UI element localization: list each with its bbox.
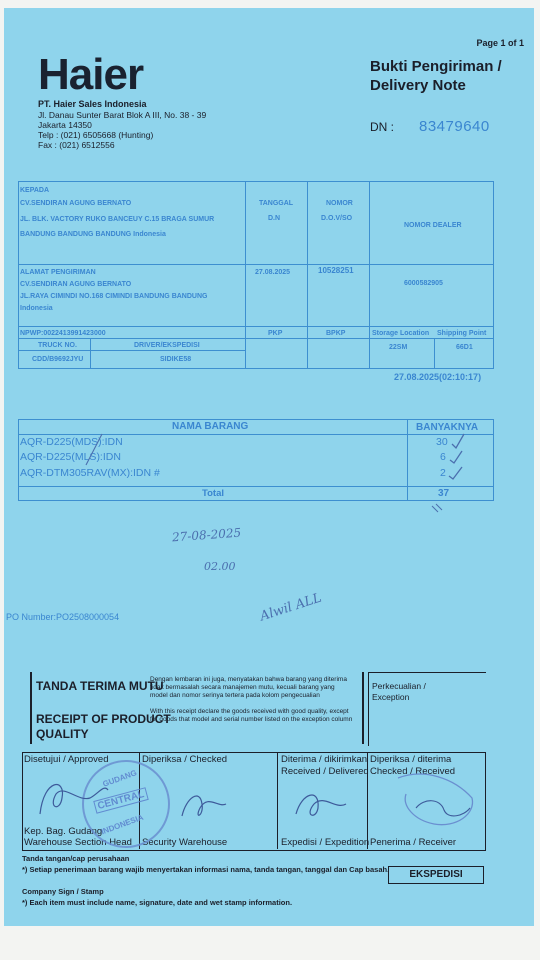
shipping-point-value: 66D1 [456, 344, 473, 351]
shipping-point-label: Shipping Point [437, 330, 487, 337]
alamat-label: ALAMAT PENGIRIMAN [20, 269, 96, 276]
footer-line-2: *) Setiap penerimaan barang wajib menyertakan informasi nama, tanda tangan, tanggal dan Cap basah. [22, 865, 390, 874]
kepada-address-2: BANDUNG BANDUNG BANDUNG Indonesia [20, 231, 166, 238]
truck-value: CDD/B9692JYU [32, 356, 84, 363]
kepada-label: KEPADA [20, 187, 50, 194]
company-address-1: Jl. Danau Sunter Barat Blok A III, No. 38 - 39 [38, 110, 207, 120]
received-label-1: Diperiksa / diterima [370, 754, 452, 765]
driver-label: DRIVER/EKSPEDISI [134, 342, 200, 349]
receipt-title-en-2: QUALITY [36, 727, 89, 741]
page-info: Page 1 of 1 [476, 38, 524, 48]
footer-line-3: Company Sign / Stamp [22, 887, 104, 896]
dn-number: 83479640 [419, 118, 490, 135]
receipt-text-id: Dengan lembaran ini juga, menyatakan bahwa barang yang diterima tidak bermasalah secara manajemen mutu, kecuali barang yang model dan nomor serinya tertera pada kolom pengecualian [150, 676, 347, 699]
warehouse-head-label: Warehouse Section Head [24, 837, 132, 848]
item-qty-3: 2 [440, 467, 446, 479]
delivery-note-page [4, 8, 534, 926]
handwritten-time: 02.00 [204, 560, 236, 573]
item-name-1: AQR-D225(MDS):IDN [20, 436, 123, 448]
delivered-label-1: Diterima / dikirimkan [281, 754, 368, 765]
item-qty-1: 30 [436, 436, 448, 448]
tanggal-value: 27.08.2025 [255, 269, 291, 276]
receipt-title-en-1: RECEIPT OF PRODUCT [36, 712, 171, 726]
tanggal-label: TANGGAL [259, 200, 294, 207]
storage-location-label: Storage Location [372, 330, 430, 337]
total-value: 37 [438, 488, 450, 499]
approved-label: Disetujui / Approved [24, 754, 109, 765]
item-qty-2: 6 [440, 451, 446, 463]
nomor-label: NOMOR [326, 200, 353, 207]
stamp-line-3: INDONESIA [99, 812, 145, 837]
nomor-dealer-label: NOMOR DEALER [404, 222, 462, 229]
bpkp-label: BPKP [326, 330, 346, 337]
ekspedisi-box: EKSPEDISI [388, 866, 484, 884]
receipt-text-en: With this receipt declare the goods received with good quality, except for goods that model and serial number listed on the exception column [150, 708, 353, 723]
kep-bag-label: Kep. Bag. Gudang [24, 826, 103, 837]
receiver-label: Penerima / Receiver [370, 837, 457, 848]
item-name-2: AQR-D225(MLS):IDN [20, 451, 121, 463]
nomor-sub: D.O.V/SO [321, 215, 353, 222]
pkp-label: PKP [268, 330, 283, 337]
item-qty-header: BANYAKNYA [416, 422, 479, 433]
company-fax: Fax : (021) 6512556 [38, 140, 115, 150]
doc-title-en: Delivery Note [370, 77, 466, 94]
delivered-label-2: Received / Delivered [281, 766, 369, 777]
company-address-2: Jakarta 14350 [38, 120, 92, 130]
footer-line-1: Tanda tangan/cap perusahaan [22, 854, 130, 863]
item-name-header: NAMA BARANG [172, 421, 249, 432]
po-number: PO Number:PO2508000054 [6, 612, 120, 622]
received-label-2: Checked / Received [370, 766, 456, 777]
footer-line-4: *) Each item must include name, signature, date and wet stamp information. [22, 898, 293, 907]
company-telp: Telp : (021) 6505668 (Hunting) [38, 130, 154, 140]
tanggal-sub: D.N [268, 215, 281, 222]
alamat-address-1: JL.RAYA CIMINDI NO.168 CIMINDI BANDUNG BANDUNG [20, 293, 208, 300]
driver-value: SIDIKE58 [160, 356, 192, 363]
handwritten-signature-note: Alwil ALL [258, 590, 324, 625]
handwritten-date: 27-08-2025 [171, 525, 242, 545]
expedition-label: Expedisi / Expedition [281, 837, 370, 848]
stamp-line-1: GUDANG [101, 768, 139, 789]
security-label: Security Warehouse [142, 837, 228, 848]
exception-label-en: Exception [372, 692, 410, 702]
dealer-value: 6000582905 [404, 280, 443, 287]
receipt-title-id: TANDA TERIMA MUTU [36, 679, 164, 693]
truck-label: TRUCK NO. [38, 342, 77, 349]
item-name-3: AQR-DTM305RAV(MX):IDN # [20, 467, 160, 479]
alamat-name: CV.SENDIRAN AGUNG BERNATO [20, 281, 132, 288]
doc-title-id: Bukti Pengiriman / [370, 58, 502, 75]
checked-label: Diperiksa / Checked [142, 754, 228, 765]
company-name: PT. Haier Sales Indonesia [38, 99, 147, 109]
stamp-line-2: CENTRAL [93, 787, 148, 813]
signature-scribbles [4, 8, 534, 858]
alamat-address-2: Indonesia [20, 305, 53, 312]
npwp: NPWP:0022413991423000 [20, 330, 106, 337]
haier-logo: Haier [38, 50, 144, 99]
nomor-value: 10528251 [318, 266, 354, 275]
dn-label: DN : [370, 120, 394, 134]
storage-location-value: 22SM [389, 344, 408, 351]
exception-label: Perkecualian / [372, 681, 426, 691]
kepada-address-1: JL. BLK. VACTORY RUKO BANCEUY C.15 BRAGA SUMUR [20, 216, 215, 223]
kepada-name: CV.SENDIRAN AGUNG BERNATO [20, 200, 132, 207]
total-label: Total [202, 488, 224, 499]
print-timestamp: 27.08.2025(02:10:17) [394, 372, 482, 382]
